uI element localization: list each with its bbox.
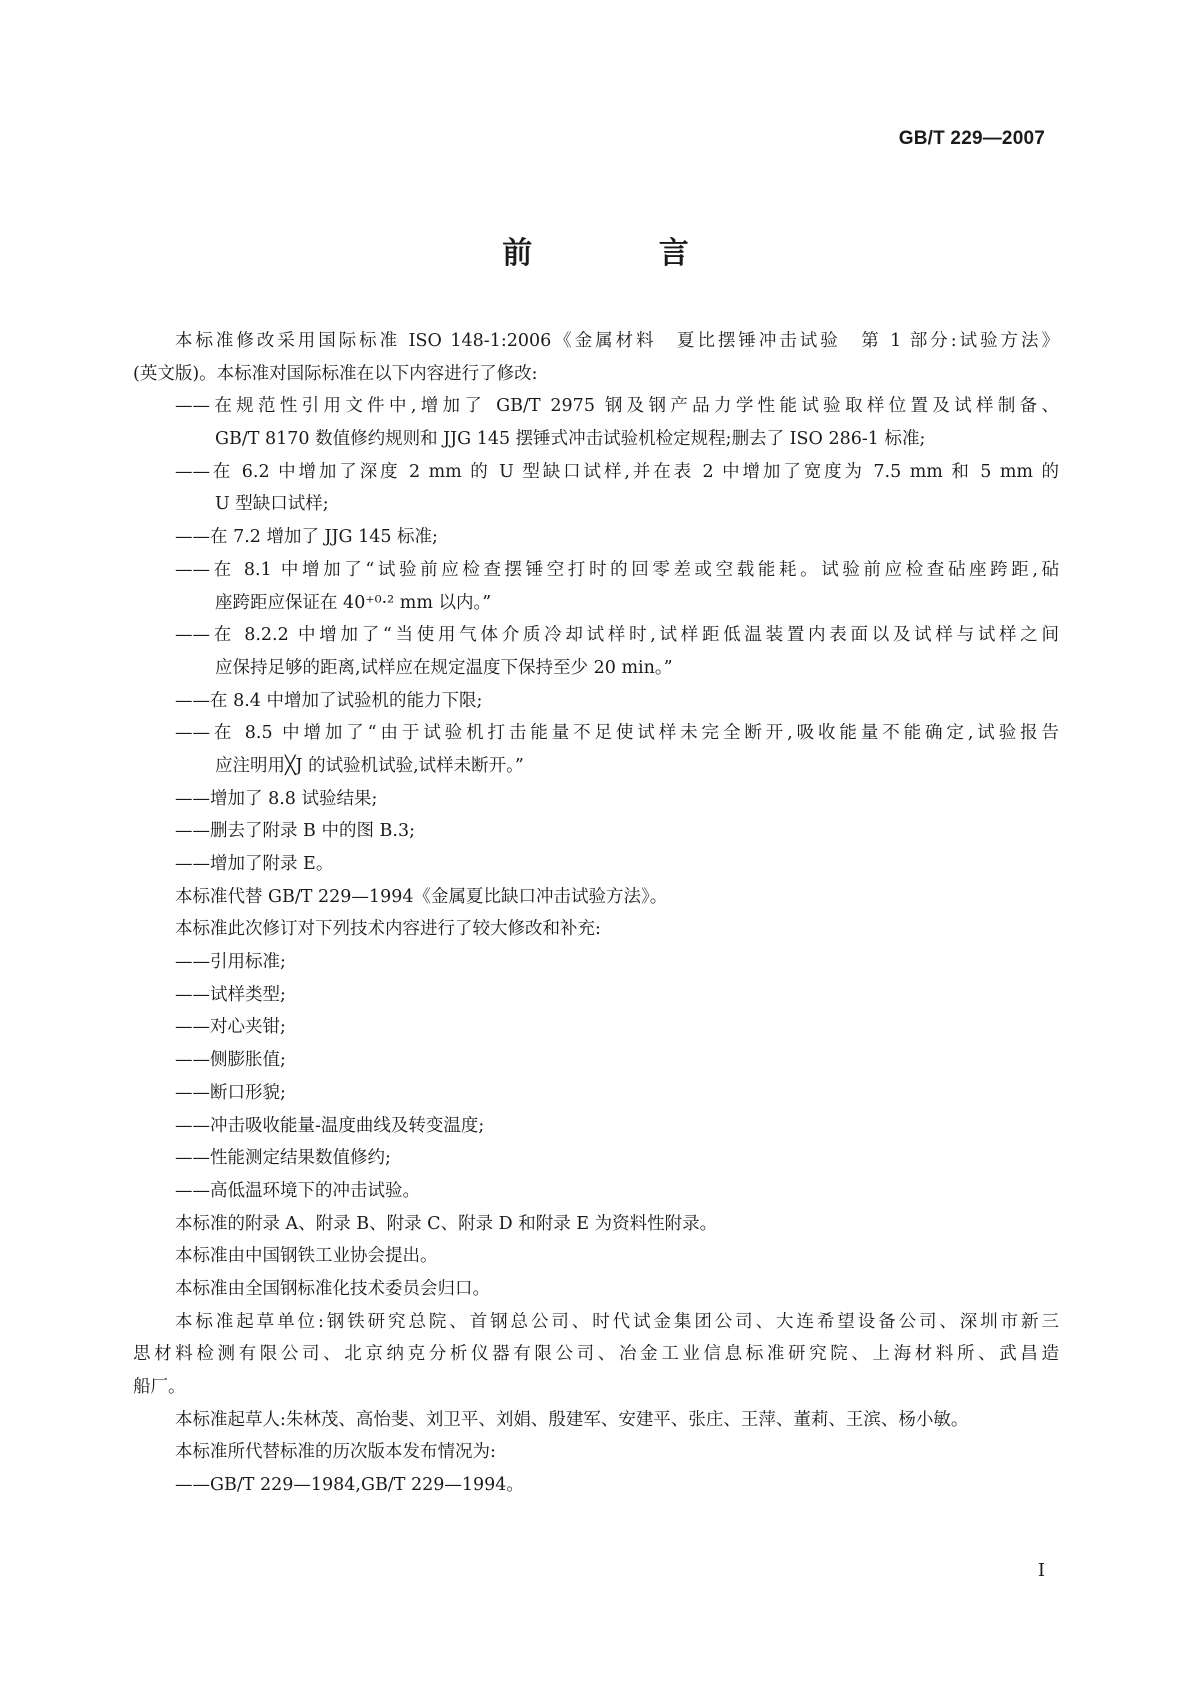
- text-line: ——在 7.2 增加了 JJG 145 标准;: [175, 527, 438, 548]
- document-body: [133, 325, 1059, 1502]
- text-line: 座跨距应保证在 40⁺⁰·² mm 以内。”: [215, 592, 492, 613]
- text-line: U 型缺口试样;: [215, 494, 329, 515]
- text-line: ——引用标准;: [175, 952, 286, 973]
- text-line: 本标准代替 GB/T 229—1994《金属夏比缺口冲击试验方法》。: [175, 886, 668, 907]
- text-line: ——在 8.5 中增加了“由于试验机打击能量不足使试样未完全断开,吸收能量不能确定,试验报告: [175, 723, 1059, 744]
- document-number: GB/T 229—2007: [898, 128, 1045, 149]
- text-line: ——试样类型;: [175, 984, 286, 1005]
- text-line: ——在 8.1 中增加了“试验前应检查摆锤空打时的回零差或空载能耗。试验前应检查砧座跨距,砧: [175, 559, 1059, 580]
- text-line: ——侧膨胀值;: [175, 1050, 286, 1071]
- text-line: GB/T 8170 数值修约规则和 JJG 145 摆锤式冲击试验机检定规程;删去了 ISO 286-1 标准;: [215, 429, 926, 450]
- text-line: (英文版)。本标准对国际标准在以下内容进行了修改:: [133, 363, 538, 384]
- text-line: ——高低温环境下的冲击试验。: [175, 1180, 420, 1201]
- text-line: 本标准此次修订对下列技术内容进行了较大修改和补充:: [175, 919, 601, 940]
- text-line: 本标准所代替标准的历次版本发布情况为:: [175, 1442, 496, 1463]
- text-line: ——GB/T 229—1984,GB/T 229—1994。: [175, 1475, 524, 1496]
- text-line: ——在规范性引用文件中,增加了 GB/T 2975 钢及钢产品力学性能试验取样位置及试样制备、: [175, 396, 1059, 417]
- page-number: I: [1037, 1560, 1045, 1581]
- page-title: 前 言: [502, 236, 747, 271]
- text-line: ——增加了 8.8 试验结果;: [175, 788, 378, 809]
- text-line: ——删去了附录 B 中的图 B.3;: [175, 821, 416, 842]
- text-line: ——冲击吸收能量-温度曲线及转变温度;: [175, 1115, 485, 1136]
- text-line: 应保持足够的距离,试样应在规定温度下保持至少 20 min。”: [215, 657, 673, 678]
- text-line: 本标准由全国钢标准化技术委员会归口。: [175, 1278, 490, 1299]
- text-line: ——性能测定结果数值修约;: [175, 1148, 391, 1169]
- text-line: ——在 8.2.2 中增加了“当使用气体介质冷却试样时,试样距低温装置内表面以及试样与试样之间: [175, 625, 1059, 646]
- text-line: 船厂。: [133, 1377, 186, 1397]
- text-line: 本标准由中国钢铁工业协会提出。: [175, 1246, 438, 1267]
- text-line: ——在 6.2 中增加了深度 2 mm 的 U 型缺口试样,并在表 2 中增加了宽度为 7.5 mm 和 5 mm 的: [175, 461, 1059, 482]
- text-line: 思材料检测有限公司、北京纳克分析仪器有限公司、冶金工业信息标准研究院、上海材料所、武昌造: [133, 1344, 1059, 1365]
- text-line: ——增加了附录 E。: [175, 854, 334, 874]
- text-line: ——在 8.4 中增加了试验机的能力下限;: [175, 690, 483, 711]
- text-line: 本标准的附录 A、附录 B、附录 C、附录 D 和附录 E 为资料性附录。: [175, 1213, 718, 1234]
- text-line: 应注明用╳J 的试验机试验,试样未断开。”: [215, 755, 524, 776]
- text-line: 本标准修改采用国际标准 ISO 148-1:2006《金属材料 夏比摆锤冲击试验 第 1 部分:试验方法》: [175, 331, 1059, 351]
- text-line: ——对心夹钳;: [175, 1017, 286, 1038]
- text-line: ——断口形貌;: [175, 1082, 286, 1103]
- text-line: 本标准起草单位:钢铁研究总院、首钢总公司、时代试金集团公司、大连希望设备公司、深圳市新三: [175, 1311, 1059, 1332]
- text-line: 本标准起草人:朱林茂、高怡斐、刘卫平、刘娟、殷建军、安建平、张庄、王萍、董莉、王滨、杨小敏。: [175, 1409, 969, 1430]
